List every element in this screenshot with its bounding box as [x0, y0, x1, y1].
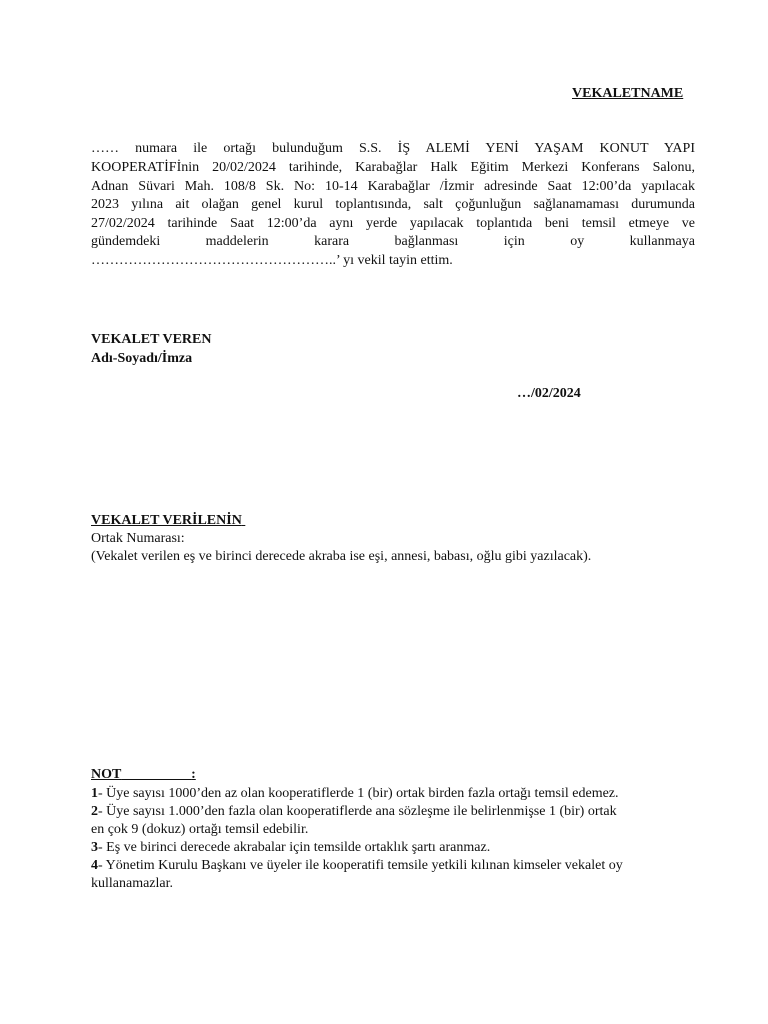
word: gündemdeki: [91, 234, 161, 249]
grantee-heading-text: VEKALET VERİLENİN: [91, 513, 242, 528]
note-text: - Üye sayısı 1.000’den fazla olan kooperatiflerde ana sözleşme ile belirlenmişse 1 (bir) ortak: [98, 804, 617, 819]
body-line: …… numara ile ortağı bulunduğum S.S. İŞ ALEMİ YENİ YAŞAM KONUT YAPI: [91, 141, 695, 156]
body-line: 27/02/2024 tarihinde Saat 12:00’da aynı yerde yapılacak toplantıda beni temsil etmeye ve: [91, 216, 695, 231]
document-title: VEKALETNAME: [572, 86, 684, 101]
note-text: - Üye sayısı 1000’den az olan kooperatiflerde 1 (bir) ortak birden fazla ortağı temsil edemez.: [98, 786, 619, 801]
member-number-label: Ortak Numarası:: [91, 531, 185, 546]
note-number: 4: [91, 858, 98, 873]
notes-heading-colon: :: [191, 767, 196, 782]
note-item-continuation: en çok 9 (dokuz) ortağı temsil edebilir.: [91, 822, 309, 837]
body-line: ……………………………………………..’ yı vekil tayin ettim.: [91, 253, 453, 268]
note-item: [91, 803, 617, 821]
body-line: KOOPERATİFİnin 20/02/2024 tarihinde, Karabağlar Halk Eğitim Merkezi Konferans Salonu,: [91, 160, 695, 175]
grantor-signature-label: Adı-Soyadı/İmza: [91, 351, 193, 366]
note-item-continuation: kullanamazlar.: [91, 876, 174, 891]
word: maddelerin: [205, 234, 269, 249]
word: oy: [570, 234, 585, 249]
note-item: [91, 839, 490, 857]
note-number: 3: [91, 840, 98, 855]
note-item: [91, 857, 623, 875]
word: kullanmaya: [629, 234, 695, 249]
notes-heading-text: NOT: [91, 767, 122, 782]
grantee-heading: [91, 513, 245, 529]
notes-heading: [91, 767, 196, 783]
note-number: 2: [91, 804, 98, 819]
grantor-date: …/02/2024: [517, 386, 581, 401]
note-item: [91, 785, 619, 803]
body-line: Adnan Süvari Mah. 108/8 Sk. No: 10-14 Karabağlar /İzmir adresinde Saat 12:00’da yapılacak: [91, 179, 695, 194]
body-line-spread: [91, 232, 695, 251]
grantee-explanation: (Vekalet verilen eş ve birinci derecede akraba ise eşi, annesi, babası, oğlu gibi yazılacak).: [91, 549, 592, 564]
note-text: - Yönetim Kurulu Başkanı ve üyeler ile kooperatifi temsile yetkili kılınan kimseler vekalet oy: [98, 858, 623, 873]
grantor-heading: VEKALET VEREN: [91, 332, 212, 347]
note-text: - Eş ve birinci derecede akrabalar için temsilde ortaklık şartı aranmaz.: [98, 840, 491, 855]
word: karara: [314, 234, 350, 249]
word: bağlanması: [394, 234, 459, 249]
word: için: [503, 234, 525, 249]
body-line: 2023 yılına ait olağan genel kurul toplantısında, salt çoğunluğun sağlanamaması durumunda: [91, 197, 695, 212]
note-number: 1: [91, 786, 98, 801]
